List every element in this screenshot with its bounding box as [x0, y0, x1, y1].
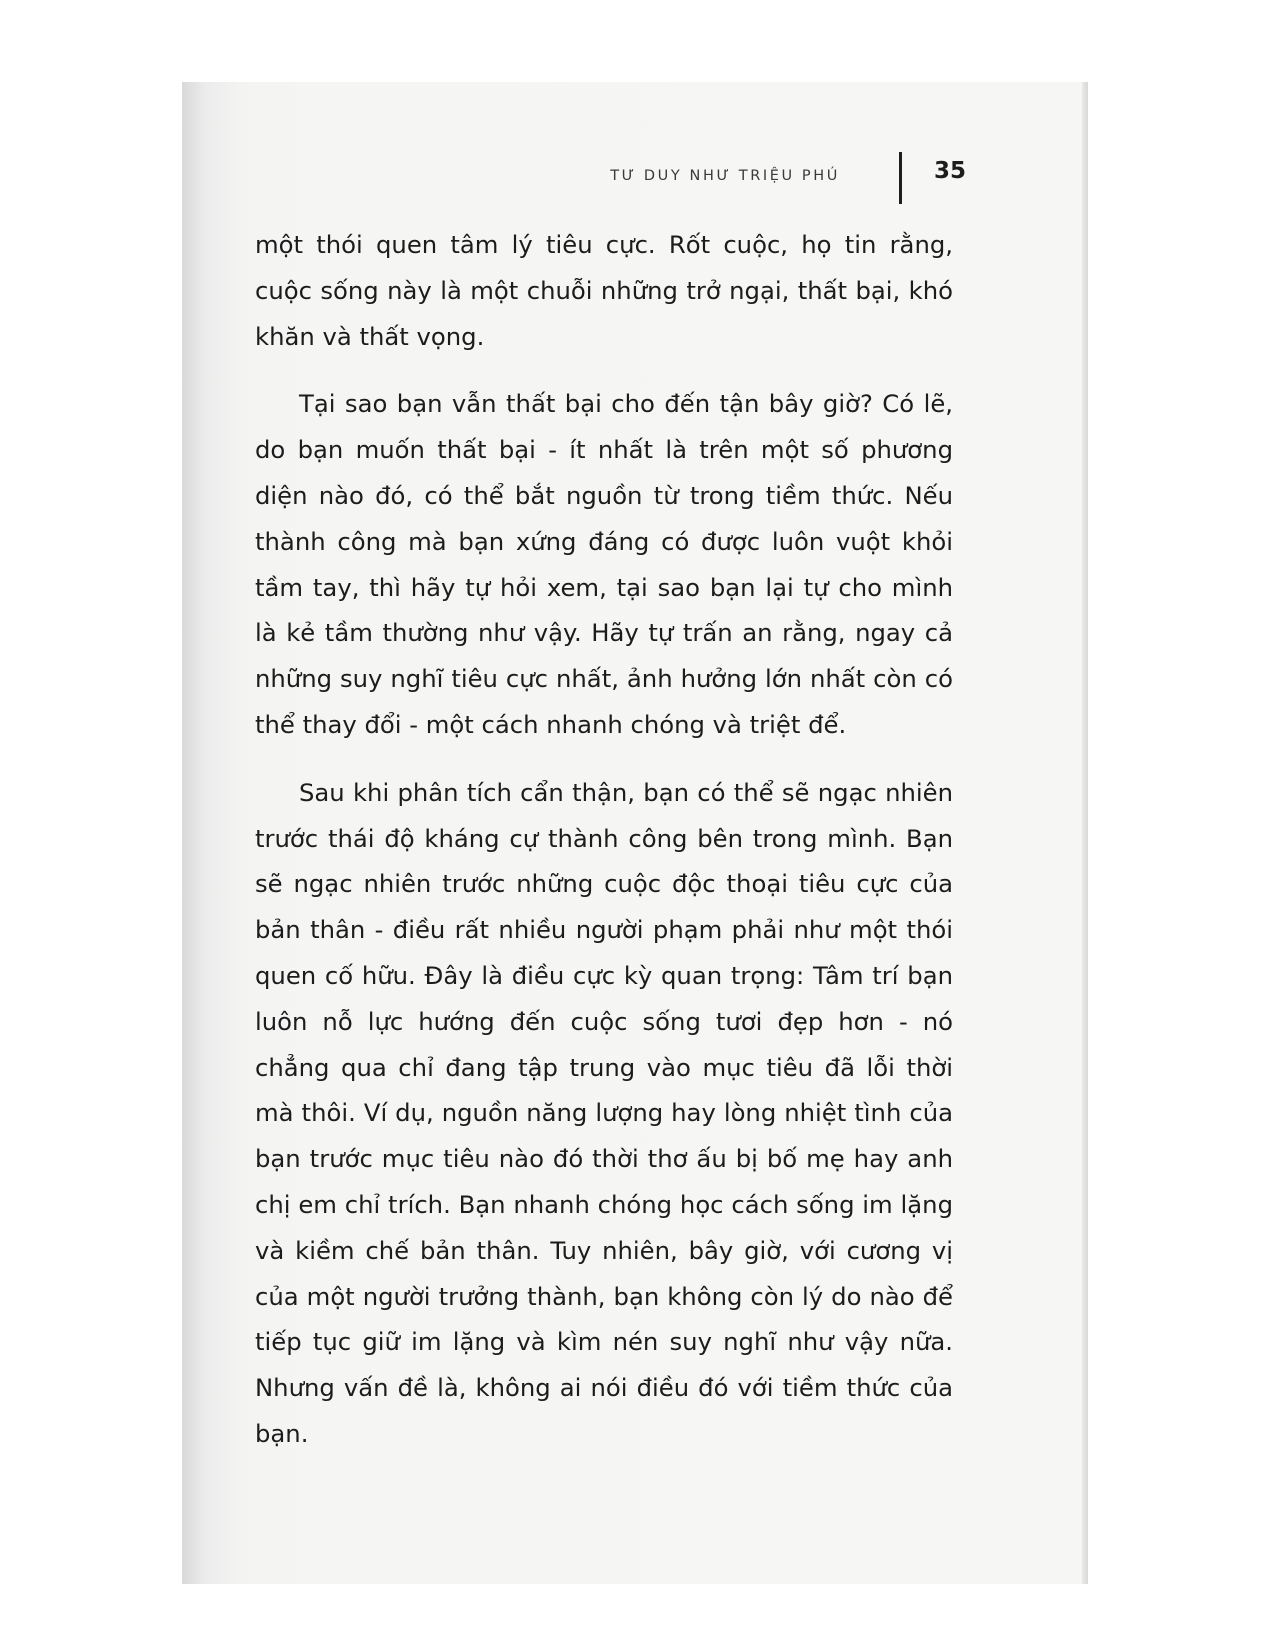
body-text — [255, 222, 953, 1479]
book-title: TƯ DUY NHƯ TRIỆU PHÚ — [610, 168, 840, 184]
paragraph-1: một thói quen tâm lý tiêu cực. Rốt cuộc, họ tin rằng, cuộc sống này là một chuỗi những trở ngại, thất bại, khó khăn và thất vọng. — [255, 230, 953, 351]
paragraph-2: Tại sao bạn vẫn thất bại cho đến tận bây giờ? Có lẽ, do bạn muốn thất bại - ít nhất là trên một số phương diện nào đó, có thể bắt nguồn từ trong tiềm thức. Nếu thành công mà bạn xứng đáng có được luôn vuột khỏi tầm tay, thì hãy tự hỏi xem, tại sao bạn lại tự cho mình là kẻ tầm thường như vậy. Hãy tự trấn an rằng, ngay cả những suy nghĩ tiêu cực nhất, ảnh hưởng lớn nhất còn có thể thay đổi - một cách nhanh chóng và triệt để. — [255, 389, 953, 739]
paragraph-3: Sau khi phân tích cẩn thận, bạn có thể sẽ ngạc nhiên trước thái độ kháng cự thành công bên trong mình. Bạn sẽ ngạc nhiên trước những cuộc độc thoại tiêu cực của bản thân - điều rất nhiều người phạm phải như một thói quen cố hữu. Đây là điều cực kỳ quan trọng: Tâm trí bạn luôn nỗ lực hướng đến cuộc sống tươi đẹp hơn - nó chẳng qua chỉ đang tập trung vào mục tiêu đã lỗi thời mà thôi. Ví dụ, nguồn năng lượng hay lòng nhiệt tình của bạn trước mục tiêu nào đó thời thơ ấu bị bố mẹ hay anh chị em chỉ trích. Bạn nhanh chóng học cách sống im lặng và kiềm chế bản thân. Tuy nhiên, bây giờ, với cương vị của một người trưởng thành, bạn không còn lý do nào để tiếp tục giữ im lặng và kìm nén suy nghĩ như vậy nữa. Nhưng vấn đề là, không ai nói điều đó với tiềm thức của bạn. — [255, 777, 953, 1448]
page-number: 35 — [934, 158, 967, 184]
book-page — [182, 82, 1088, 1584]
header-divider — [899, 152, 902, 204]
